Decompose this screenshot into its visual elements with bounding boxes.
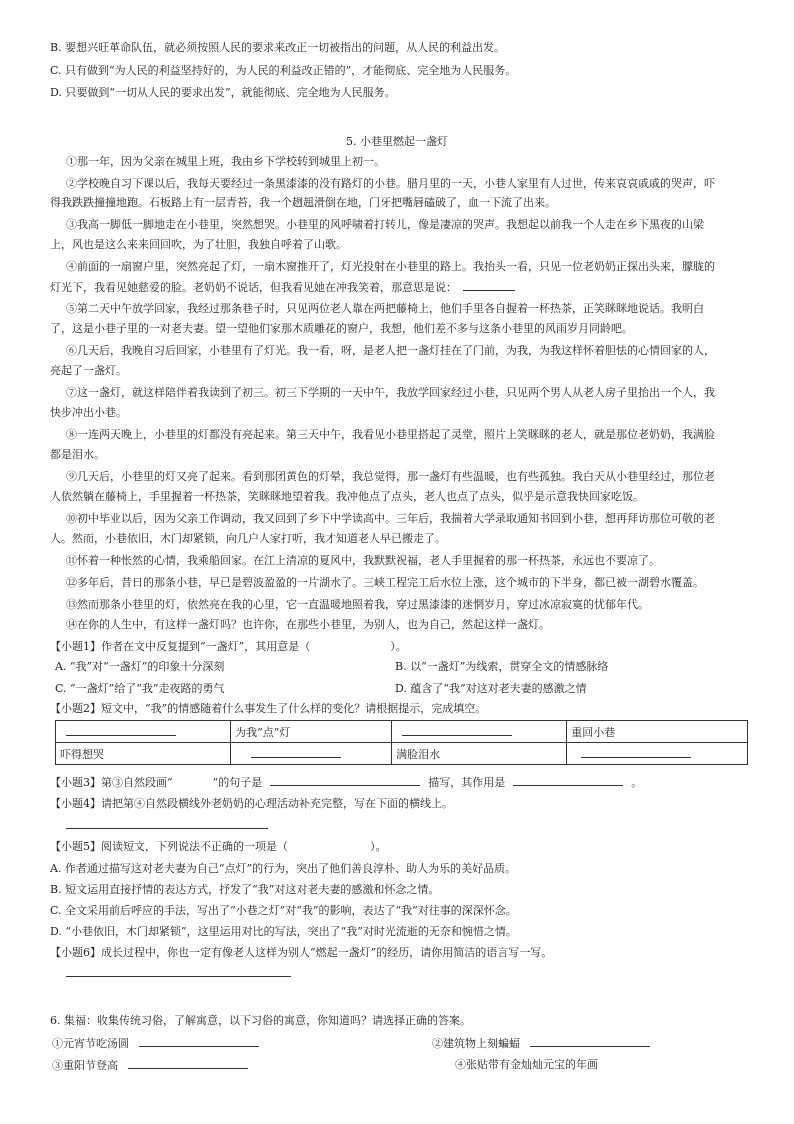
paragraph-line: ④前面的一扇窗户里，突然亮起了灯，一扇木窗推开了，灯光投射在小巷里的路上。我抬头一看，只见一位老奶奶正探出头来，朦胧的 xyxy=(66,260,715,273)
q2-stem: 【小题2】短文中，“我”的情感随着什么事发生了什么样的变化？请根据提示，完成填空。 xyxy=(50,702,487,715)
answer-line[interactable] xyxy=(66,828,268,829)
paragraph-line: ⑨几天后，小巷里的灯又亮了起来。看到那团黄色的灯晕，我总觉得，那一盏灯有些温暖，也有些孤独。我白天从小巷里经过，那位老 xyxy=(66,470,715,483)
paragraph-line: 得我跌跌撞撞地跑。石板路上有一层青苔，我一个趔趄滑倒在地，门牙把嘴唇磕破了，血一下流了出来。 xyxy=(50,196,556,209)
q1-stem: 【小题1】作者在文中反复提到“一盏灯”，其用意是（ ）。 xyxy=(50,640,407,653)
answer-blank[interactable] xyxy=(513,775,623,786)
q6-stem: 【小题6】成长过程中，你也一定有像老人这样为别人“燃起一盏灯”的经历，请你用简洁的语言写一写。 xyxy=(50,946,553,959)
paragraph-line: ③我高一脚低一脚地走在小巷里，突然想哭。小巷里的风呼啸着打转儿，像是凄凉的哭声。我想起以前我一个人走在乡下黑夜的山梁 xyxy=(66,218,704,231)
paragraph-line: ⑧一连两天晚上，小巷里的灯都没有亮起来。第三天中午，我看见小巷里搭起了灵堂，照片上笑眯眯的老人，就是那位老奶奶，我满脸 xyxy=(66,428,715,441)
table-cell: 重回小巷 xyxy=(567,721,748,743)
q3-stem: 【小题3】第③自然段画“ ”的句子是 描写，其作用是 。 xyxy=(50,776,643,789)
q5-option-a[interactable]: A. 作者通过描写这对老夫妻为自己“点灯”的行为，突出了他们善良淳朴、助人为乐的美好品质。 xyxy=(50,862,517,875)
q1-option-b[interactable]: B. 以“一盏灯”为线索，贯穿全文的情感脉络 xyxy=(395,660,609,673)
table-cell-blank[interactable] xyxy=(567,743,748,765)
custom-item: ④张贴带有金灿灿元宝的年画 xyxy=(455,1058,598,1071)
paragraph-line: 上，风也是这么来来回回吹，为了壮胆，我独自呼着了山歌。 xyxy=(50,238,347,251)
q1-option-a[interactable]: A. “我”对“一盏灯”的印象十分深刻 xyxy=(55,660,225,673)
table-cell-blank[interactable] xyxy=(56,721,231,743)
paragraph-line: ①那一年，因为父亲在城里上班，我由乡下学校转到城里上初一。 xyxy=(66,155,385,168)
q5-option-b[interactable]: B. 短文运用直接抒情的表达方式，抒发了“我”对这对老夫妻的感激和怀念之情。 xyxy=(50,883,440,896)
table-cell-blank[interactable] xyxy=(231,743,392,765)
custom-item: ③重阳节登高 xyxy=(52,1058,248,1073)
paragraph-line: ②学校晚自习下课以后，我每天要经过一条黑漆漆的没有路灯的小巷。腊月里的一天，小巷人家里有人过世，传来哀哀戚戚的哭声，吓 xyxy=(66,177,715,190)
paragraph-line: ⑫多年后，昔日的那条小巷，早已是碧波盈盈的一片湖水了。三峡工程完工后水位上涨，这个城市的下半身，都已被一湖碧水覆盖。 xyxy=(66,576,704,589)
paragraph-line: ⑦这一盏灯，就这样陪伴着我读到了初三。初三下学期的一天中午，我放学回家经过小巷，只见两个男人从老人房子里抬出一个人，我 xyxy=(66,386,715,399)
paragraph-line: 快步冲出小巷。 xyxy=(50,406,127,419)
paragraph-line: 都是泪水。 xyxy=(50,448,105,461)
paragraph-line: ⑥几天后，我晚自习后回家，小巷里有了灯光。我一看，呀，是老人把一盏灯挂在了门前，为我，为我这样怀着胆怯的心情回家的人， xyxy=(66,344,715,357)
table-cell-blank[interactable] xyxy=(392,721,567,743)
emotion-table xyxy=(55,720,748,765)
answer-blank[interactable] xyxy=(128,1058,248,1069)
table-cell: 为我“点”灯 xyxy=(231,721,392,743)
q1-option-d[interactable]: D. 蕴含了“我”对这对老夫妻的感激之情 xyxy=(395,682,587,695)
passage-title: 5. 小巷里燃起一盏灯 xyxy=(346,135,448,148)
paragraph-line: ⑪怀着一种怅然的心情，我乘船回家。在江上清凉的夏风中，我默默祝福，老人手里握着的那一杯热茶，永远也不要凉了。 xyxy=(66,554,660,567)
paragraph-line: ⑬然而那条小巷里的灯，依然亮在我的心里，它一直温暖地照着我，穿过黑漆漆的迷惘岁月，穿过冰凉寂寞的忧郁年代。 xyxy=(66,598,649,611)
custom-item: ②建筑物上刻蝙蝠 xyxy=(432,1036,650,1051)
paragraph-line: 人依然躺在藤椅上，手里握着一杯热茶，笑眯眯地望着我。我冲他点了点头，老人也点了点头，似乎是示意我快回家吃饭。 xyxy=(50,490,644,503)
table-cell: 满脸泪水 xyxy=(392,743,567,765)
paragraph-line: 灯光下，我看见她慈爱的脸。老奶奶不说话，但我看见她在冲我笑着，那意思是说： xyxy=(50,280,515,295)
answer-blank[interactable] xyxy=(139,1036,259,1047)
paragraph-line: ⑭在你的人生中，有这样一盏灯吗？也许你，在那些小巷里，为别人，也为自己，然起这样一盏灯。 xyxy=(66,618,550,631)
paragraph-line: ⑩初中毕业以后，因为父亲工作调动，我又回到了乡下中学读高中。三年后，我揣着大学录取通知书回到小巷，想再拜访那位可敬的老 xyxy=(66,512,715,525)
paragraph-line: 了，这是小巷子里的一对老夫妻。望一望他们家那木质雕花的窗户，我想，他们差不多与这条小巷里的风雨岁月同龄吧。 xyxy=(50,322,633,335)
paragraph-line: ⑤第二天中午放学回家，我经过那条巷子时，只见两位老人靠在两把藤椅上，他们手里各自握着一杯热茶，正笑眯眯地说话。我明白 xyxy=(66,302,704,315)
answer-blank[interactable] xyxy=(463,280,515,291)
table-row xyxy=(56,743,748,765)
custom-item: ①元宵节吃汤圆 xyxy=(52,1036,259,1051)
q4-stem: 【小题4】请把第④自然段横线外老奶奶的心理活动补充完整，写在下面的横线上。 xyxy=(50,797,453,810)
table-cell: 吓得想哭 xyxy=(56,743,231,765)
answer-blank[interactable] xyxy=(270,775,420,786)
option-d: D. 只要做到“一切从人民的要求出发”，就能彻底、完全地为人民服务。 xyxy=(50,86,396,99)
q5-option-c[interactable]: C. 全文采用前后呼应的手法，写出了“小巷之灯”对“我”的影响，表达了“我”对往事的深深怀念。 xyxy=(50,904,517,917)
q5-stem: 【小题5】阅读短文，下列说法不正确的一项是（ ）。 xyxy=(50,840,387,853)
paragraph-line: 人。然而，小巷依旧，木门却紧锁，向几户人家打听，我才知道老人早已搬走了。 xyxy=(50,532,446,545)
answer-line[interactable] xyxy=(66,976,291,977)
q1-option-c[interactable]: C. “一盏灯”给了“我”走夜路的勇气 xyxy=(55,682,225,695)
option-b: B. 要想兴旺革命队伍，就必须按照人民的要求来改正一切被指出的问题，从人民的利益出发。 xyxy=(50,41,506,54)
answer-blank[interactable] xyxy=(530,1036,650,1047)
question-6-stem: 6. 集福：收集传统习俗，了解寓意，以下习俗的寓意，你知道吗？请选择正确的答案。 xyxy=(50,1014,471,1027)
option-c: C. 只有做到“为人民的利益坚持好的，为人民的利益改正错的”，才能彻底、完全地为人民服务。 xyxy=(50,64,517,77)
table-row xyxy=(56,721,748,743)
q5-option-d[interactable]: D. “小巷依旧，木门却紧锁”，这里运用对比的写法，突出了“我”对时光流逝的无奈和惋惜之情。 xyxy=(50,925,517,938)
paragraph-line: 亮起了一盏灯。 xyxy=(50,364,127,377)
